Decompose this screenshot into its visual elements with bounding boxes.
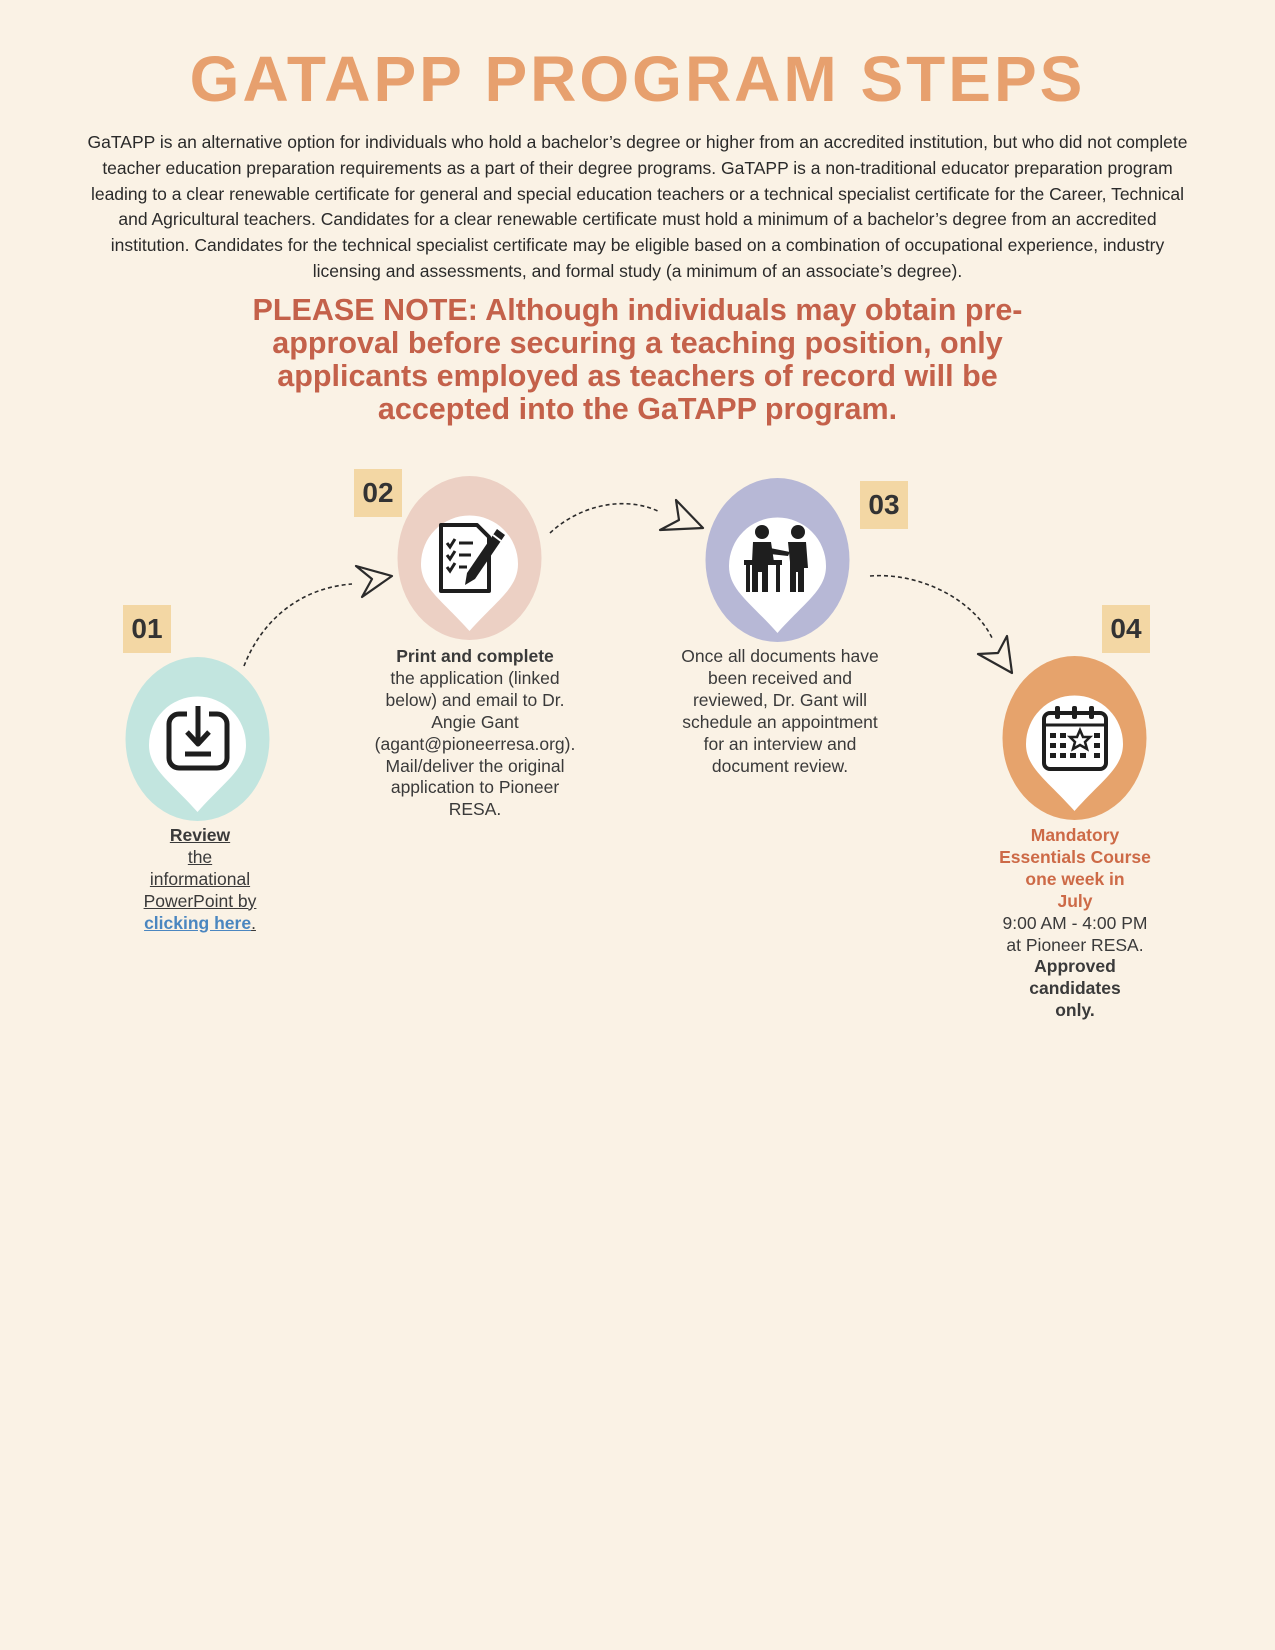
checklist-pen-icon [419,507,520,608]
step-4-orange-line: Essentials Course [999,846,1151,867]
step-2-number: 02 [354,469,402,517]
step-3-line: document review. [711,755,849,776]
intro-line: institution. Candidates for the technical specialist certificate may be eligible based on a combination of occupational experience, industry [110,235,1165,256]
note-line: approval before securing a teaching position, only [272,326,1003,360]
page-title: GATAPP PROGRAM STEPS [189,43,1086,115]
step-4-bold-line: candidates [1029,978,1121,999]
note-line: PLEASE NOTE: Although individuals may obtain pre- [252,293,1023,327]
step-2-line: RESA. [448,799,502,820]
step-1-line[interactable]: the [187,846,213,867]
arrowhead-icon [660,500,703,530]
step-1-number: 01 [123,605,171,653]
step-4-bold-line: only. [1055,1000,1095,1021]
step-3-number: 03 [860,481,908,529]
step-1-line[interactable]: PowerPoint by [143,890,257,911]
connector-1-2 [244,584,352,666]
step-3-pin [705,478,850,643]
intro-line: GaTAPP is an alternative option for individuals who hold a bachelor’s degree or higher from an accredited institution, but who did not complete [87,132,1188,152]
note-line: accepted into the GaTAPP program. [377,392,898,426]
step-4-line: at Pioneer RESA. [1006,934,1144,955]
step-2-line: Angie Gant [431,711,519,732]
step-4-line: 9:00 AM - 4:00 PM [1002,912,1148,933]
step-4-orange-line: Mandatory [1030,825,1120,845]
intro-line: teacher education preparation requirements as a part of their degree programs. GaTAPP is a non-traditional educator preparation program [102,157,1173,178]
step-3-line: reviewed, Dr. Gant will [692,689,868,710]
step-3-line: for an interview and [703,733,857,754]
connector-2-3 [550,504,660,533]
step-2-line: below) and email to Dr. [385,689,565,710]
step-3-line: been received and [708,667,852,688]
step-4-number: 04 [1102,605,1150,653]
step-1-text [110,825,290,935]
step-1-line[interactable]: informational [149,868,251,889]
review-link[interactable]: Review [169,825,231,845]
step-2-line: (agant@pioneerresa.org). [374,733,576,754]
step-2-line: Mail/deliver the original [385,755,565,776]
step-2-pin [397,476,542,641]
step-3-text [650,646,910,777]
step-4-orange-line: one week in [1025,868,1125,889]
step-4-orange-line: July [1057,890,1093,911]
step-3-line: Once all documents have [681,646,879,666]
calendar-icon [1024,687,1125,788]
intro-line: and Agricultural teachers. Candidates for a clear renewable certificate must hold a minimum of a bachelor’s degree from an accredited [118,209,1157,230]
link-suffix: . [251,912,256,933]
step-4-text [985,825,1165,1022]
step-2-line: application to Pioneer [390,777,560,798]
intro-line: leading to a clear renewable certificate for general and special education teachers or a technical specialist certificate for the Career, Technical [90,183,1185,204]
step-4-pin [1002,656,1147,821]
handshake-icon [727,509,828,610]
connector-3-4 [870,576,993,640]
note-line: applicants employed as teachers of record will be [277,359,998,393]
step-2-text [355,646,595,821]
clicking-here-link[interactable]: clicking here [144,912,252,933]
arrowhead-icon [356,566,392,597]
download-icon [147,688,248,789]
step-2-bold-line: Print and complete [396,646,554,666]
intro-line: licensing and assessments, and formal study (a minimum of an associate’s degree). [312,260,963,281]
step-3-line: schedule an appointment [682,711,878,732]
step-2-line: the application (linked [390,667,560,688]
step-4-bold-line: Approved [1034,956,1116,977]
step-1-pin [125,657,270,822]
